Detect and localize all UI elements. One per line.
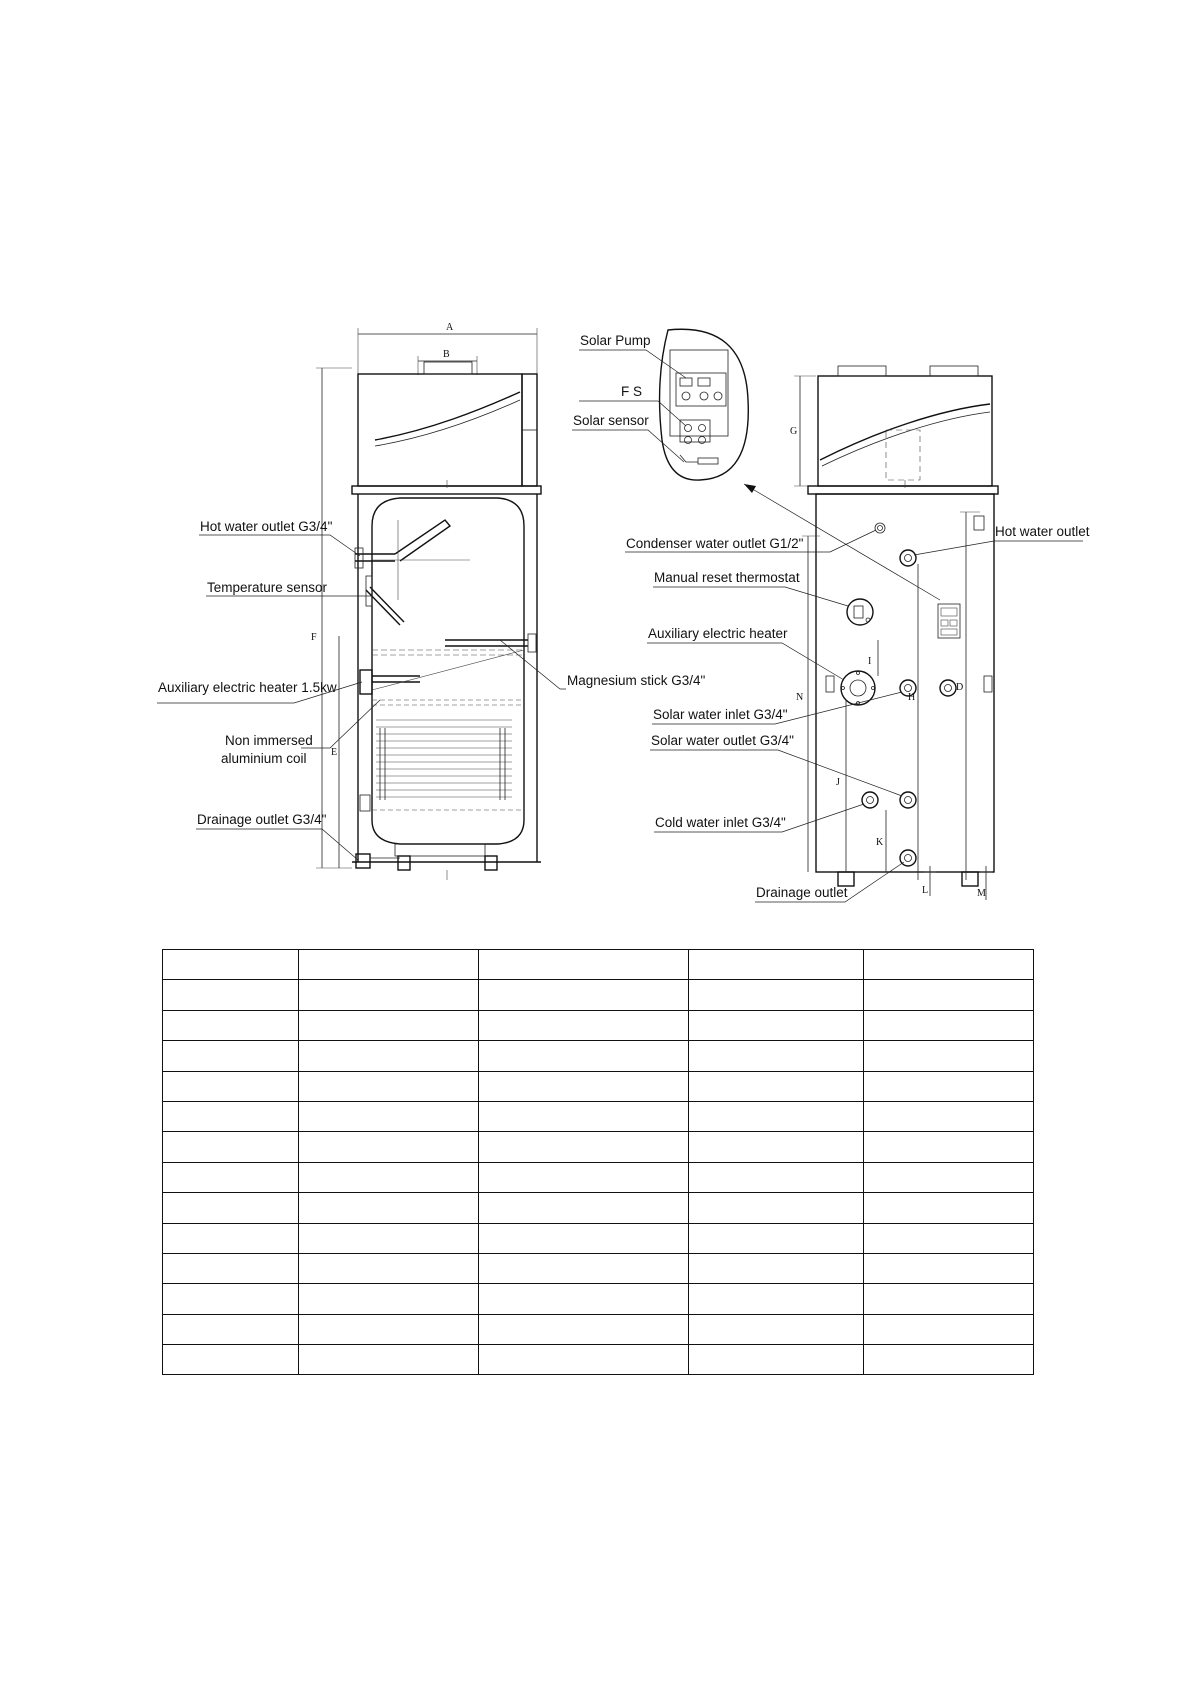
table-cell <box>864 1010 1034 1040</box>
table-cell <box>163 1071 299 1101</box>
table-cell <box>163 980 299 1010</box>
dim-label-e: E <box>331 747 338 758</box>
table-cell <box>478 950 689 980</box>
label-temperature-sensor: Temperature sensor <box>207 580 328 595</box>
table-cell <box>689 1101 864 1131</box>
label-drainage-outlet-g34: Drainage outlet G3/4" <box>197 812 327 827</box>
dim-label-m: M <box>977 888 986 899</box>
table-cell <box>864 1071 1034 1101</box>
table-cell <box>478 1041 689 1071</box>
table-row <box>163 1284 1034 1314</box>
specification-table <box>162 949 1034 1375</box>
table-cell <box>163 950 299 980</box>
right-exterior-view <box>790 366 998 900</box>
table-cell <box>478 1010 689 1040</box>
table-cell <box>864 1041 1034 1071</box>
table-cell <box>478 1101 689 1131</box>
table-cell <box>298 1314 478 1344</box>
table-row <box>163 1253 1034 1283</box>
table-cell <box>478 1132 689 1162</box>
table-row <box>163 980 1034 1010</box>
table-cell <box>298 950 478 980</box>
table-cell <box>864 1284 1034 1314</box>
dim-label-a: A <box>446 322 454 333</box>
label-fs: F S <box>621 384 643 399</box>
dim-label-b: B <box>443 349 450 360</box>
table-cell <box>298 980 478 1010</box>
dim-label-g: G <box>790 426 798 437</box>
table-cell <box>689 1132 864 1162</box>
table-cell <box>298 1345 478 1375</box>
label-auxiliary-heater: Auxiliary electric heater <box>648 626 788 641</box>
table-cell <box>163 1253 299 1283</box>
table-cell <box>163 1345 299 1375</box>
table-cell <box>478 1162 689 1192</box>
dim-label-f: F <box>311 632 317 643</box>
table-cell <box>689 1314 864 1344</box>
right-callouts <box>625 524 1090 902</box>
table-cell <box>864 1345 1034 1375</box>
table-row <box>163 1314 1034 1344</box>
table-cell <box>689 950 864 980</box>
dim-label-d: D <box>956 682 964 693</box>
label-solar-pump: Solar Pump <box>580 333 651 348</box>
label-drainage-outlet: Drainage outlet <box>756 885 848 900</box>
table-cell <box>298 1071 478 1101</box>
table-cell <box>298 1284 478 1314</box>
table-cell <box>689 1345 864 1375</box>
table-row <box>163 1101 1034 1131</box>
table-cell <box>163 1101 299 1131</box>
table-cell <box>864 1223 1034 1253</box>
table-cell <box>163 1314 299 1344</box>
table-cell <box>298 1132 478 1162</box>
left-section-view <box>311 322 541 880</box>
label-hot-water-outlet: Hot water outlet <box>995 524 1090 539</box>
detail-callouts <box>572 333 940 600</box>
dim-label-l: L <box>922 885 929 896</box>
table-cell <box>298 1223 478 1253</box>
label-solar-water-outlet-g34: Solar water outlet G3/4" <box>651 733 794 748</box>
table-row <box>163 950 1034 980</box>
label-condenser-outlet-g12: Condenser water outlet G1/2" <box>626 536 804 551</box>
label-coil-line1: Non immersed <box>225 733 313 748</box>
table-cell <box>163 1223 299 1253</box>
table-cell <box>478 1253 689 1283</box>
table-cell <box>478 1314 689 1344</box>
table-row <box>163 1193 1034 1223</box>
label-magnesium-stick-g34: Magnesium stick G3/4" <box>567 673 706 688</box>
table-cell <box>864 1132 1034 1162</box>
table-cell <box>163 1041 299 1071</box>
label-solar-water-inlet-g34: Solar water inlet G3/4" <box>653 707 788 722</box>
table-cell <box>163 1284 299 1314</box>
label-hot-water-outlet-g34: Hot water outlet G3/4" <box>200 519 333 534</box>
table-cell <box>478 1284 689 1314</box>
label-solar-sensor: Solar sensor <box>573 413 649 428</box>
dim-label-n: N <box>796 692 804 703</box>
left-callouts <box>157 519 706 860</box>
table-cell <box>864 1193 1034 1223</box>
table-row <box>163 1071 1034 1101</box>
dim-label-k: K <box>876 837 884 848</box>
table-cell <box>478 1345 689 1375</box>
table-cell <box>689 1071 864 1101</box>
table-cell <box>864 1162 1034 1192</box>
table-cell <box>478 980 689 1010</box>
table-cell <box>864 1314 1034 1344</box>
table-cell <box>478 1193 689 1223</box>
table-cell <box>298 1010 478 1040</box>
table-cell <box>689 1010 864 1040</box>
table-row <box>163 1132 1034 1162</box>
table-cell <box>298 1253 478 1283</box>
table-cell <box>478 1223 689 1253</box>
table-cell <box>864 1253 1034 1283</box>
table-cell <box>689 1284 864 1314</box>
table-row <box>163 1010 1034 1040</box>
table-cell <box>298 1162 478 1192</box>
table-cell <box>689 1193 864 1223</box>
dim-label-j: J <box>836 777 840 788</box>
label-coil-line2: aluminium coil <box>221 751 307 766</box>
table-cell <box>163 1132 299 1162</box>
table-cell <box>478 1071 689 1101</box>
table-row <box>163 1345 1034 1375</box>
table-cell <box>689 980 864 1010</box>
table-cell <box>689 1162 864 1192</box>
table-cell <box>864 950 1034 980</box>
electrical-detail-view <box>660 329 749 480</box>
table-cell <box>864 1101 1034 1131</box>
dim-label-i: I <box>868 656 872 667</box>
table-cell <box>689 1041 864 1071</box>
table-cell <box>298 1101 478 1131</box>
table-row <box>163 1223 1034 1253</box>
label-cold-water-inlet-g34: Cold water inlet G3/4" <box>655 815 786 830</box>
label-manual-reset-thermostat: Manual reset thermostat <box>654 570 800 585</box>
table-row <box>163 1041 1034 1071</box>
table-cell <box>163 1162 299 1192</box>
table-cell <box>163 1010 299 1040</box>
table-cell <box>298 1041 478 1071</box>
table-cell <box>864 980 1034 1010</box>
label-auxiliary-heater-1-5kw: Auxiliary electric heater 1.5kw <box>158 680 337 695</box>
table-cell <box>689 1253 864 1283</box>
table-row <box>163 1162 1034 1192</box>
table-cell <box>689 1223 864 1253</box>
table-cell <box>298 1193 478 1223</box>
dim-label-h: H <box>908 692 916 703</box>
table-cell <box>163 1193 299 1223</box>
